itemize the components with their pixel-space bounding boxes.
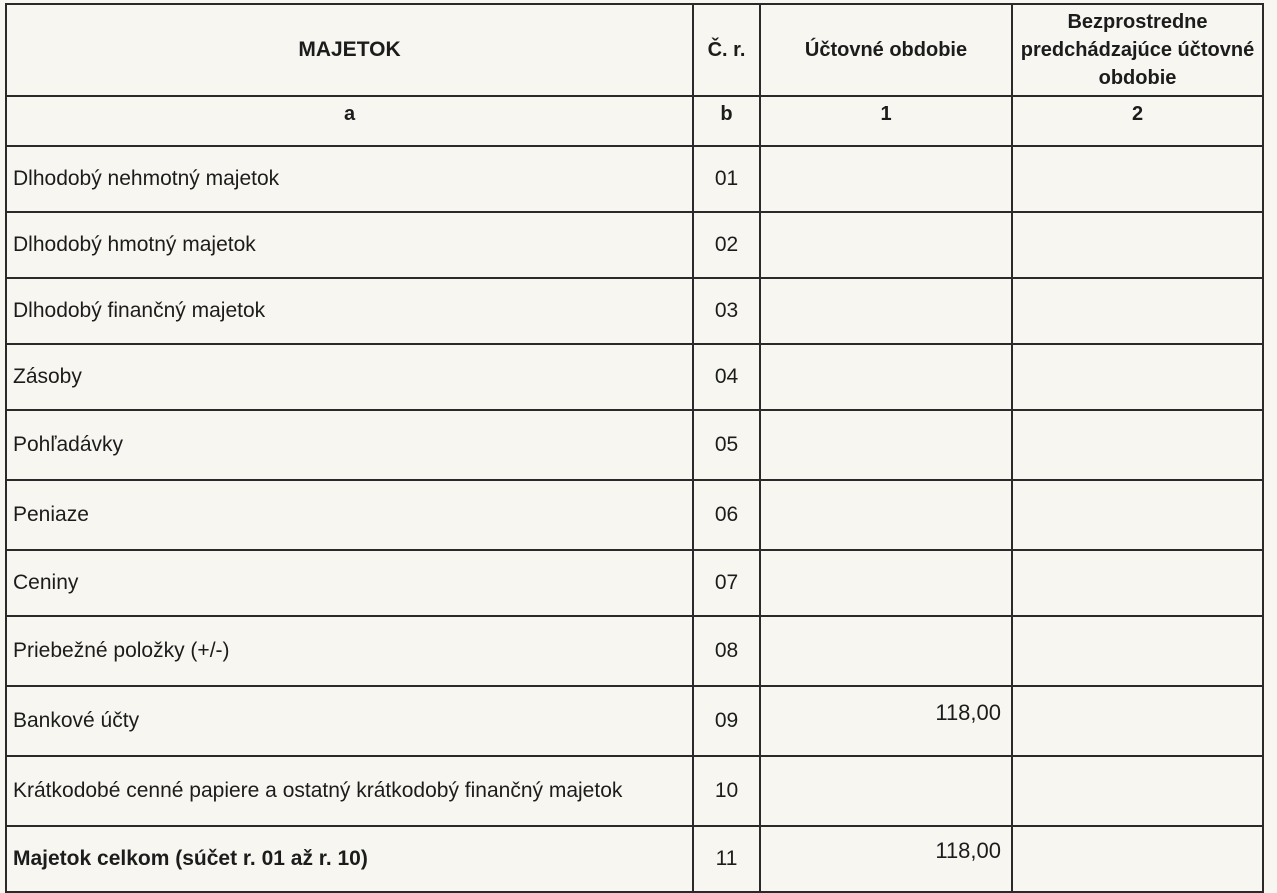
row-current-value (760, 146, 1012, 212)
row-number: 07 (693, 550, 760, 616)
header-row-number: Č. r. (693, 4, 760, 96)
table-row (6, 756, 1263, 826)
row-label: Dlhodobý finančný majetok (6, 278, 693, 344)
subheader-row (6, 96, 1263, 146)
header-majetok: MAJETOK (6, 4, 693, 96)
row-current-value (760, 550, 1012, 616)
row-previous-value (1012, 344, 1263, 410)
row-previous-value (1012, 146, 1263, 212)
row-label: Ceniny (6, 550, 693, 616)
row-current-value (760, 756, 1012, 826)
row-previous-value (1012, 278, 1263, 344)
total-current-value: 118,00 (760, 826, 1012, 892)
row-number: 05 (693, 410, 760, 480)
row-current-value: 118,00 (760, 686, 1012, 756)
row-previous-value (1012, 410, 1263, 480)
row-current-value (760, 278, 1012, 344)
table-row-total (6, 826, 1263, 892)
row-current-value (760, 344, 1012, 410)
row-current-value (760, 410, 1012, 480)
table-row (6, 480, 1263, 550)
row-label: Peniaze (6, 480, 693, 550)
row-number: 08 (693, 616, 760, 686)
row-label: Bankové účty (6, 686, 693, 756)
total-label: Majetok celkom (súčet r. 01 až r. 10) (6, 826, 693, 892)
table-row (6, 344, 1263, 410)
subheader-b: b (693, 96, 760, 146)
subheader-a: a (6, 96, 693, 146)
row-previous-value (1012, 616, 1263, 686)
row-number: 02 (693, 212, 760, 278)
subheader-2: 2 (1012, 96, 1263, 146)
row-previous-value (1012, 686, 1263, 756)
assets-table (5, 3, 1264, 893)
total-previous-value (1012, 826, 1263, 892)
header-current-period: Účtovné obdobie (760, 4, 1012, 96)
row-label: Dlhodobý hmotný majetok (6, 212, 693, 278)
row-label: Priebežné položky (+/-) (6, 616, 693, 686)
row-previous-value (1012, 756, 1263, 826)
row-label: Krátkodobé cenné papiere a ostatný krátkodobý finančný majetok (6, 756, 693, 826)
header-previous-period: Bezprostredne predchádzajúce účtovné obdobie (1012, 4, 1263, 96)
header-row (6, 4, 1263, 96)
table-row (6, 550, 1263, 616)
row-label: Zásoby (6, 344, 693, 410)
subheader-1: 1 (760, 96, 1012, 146)
row-current-value (760, 212, 1012, 278)
row-number: 06 (693, 480, 760, 550)
table-row (6, 686, 1263, 756)
row-number: 04 (693, 344, 760, 410)
table-row (6, 616, 1263, 686)
row-number: 09 (693, 686, 760, 756)
row-previous-value (1012, 550, 1263, 616)
row-previous-value (1012, 480, 1263, 550)
table-row (6, 278, 1263, 344)
row-number: 01 (693, 146, 760, 212)
row-label: Pohľadávky (6, 410, 693, 480)
row-number: 11 (693, 826, 760, 892)
row-current-value (760, 616, 1012, 686)
table-row (6, 146, 1263, 212)
row-previous-value (1012, 212, 1263, 278)
row-label: Dlhodobý nehmotný majetok (6, 146, 693, 212)
row-current-value (760, 480, 1012, 550)
row-number: 03 (693, 278, 760, 344)
row-number: 10 (693, 756, 760, 826)
table-row (6, 212, 1263, 278)
table-row (6, 410, 1263, 480)
